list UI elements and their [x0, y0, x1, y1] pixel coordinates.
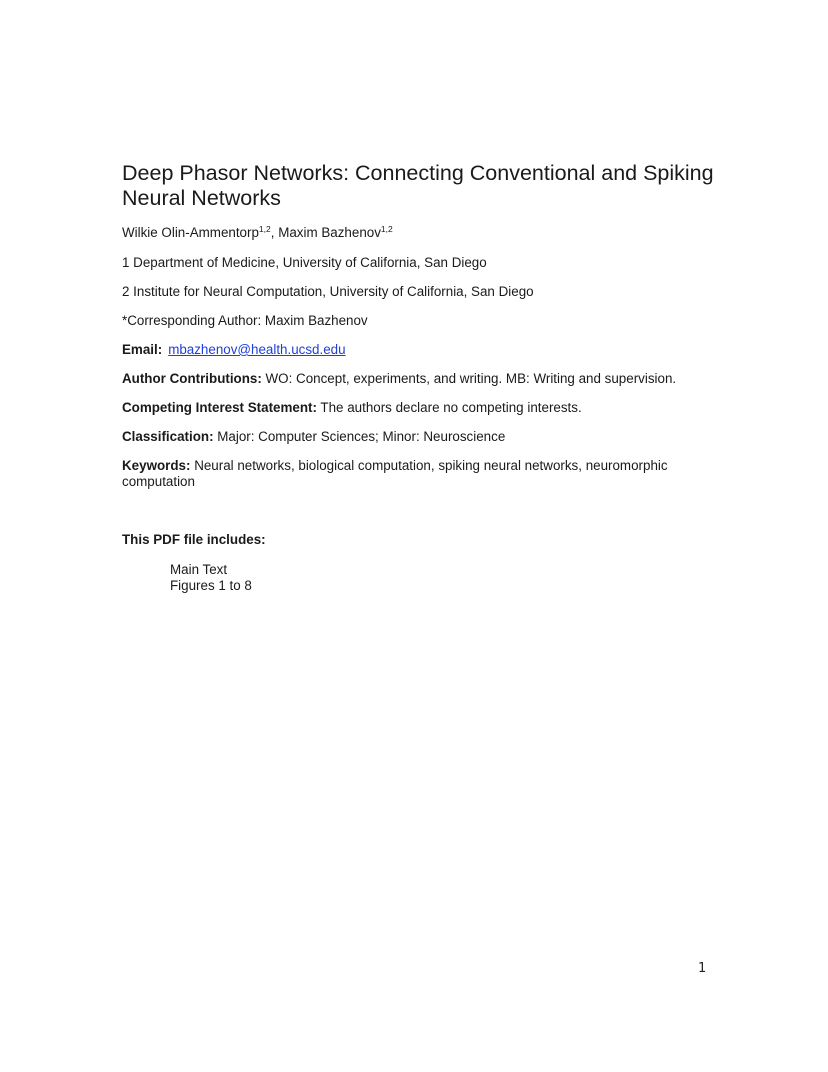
competing-interest-text: The authors declare no competing interests.: [316, 400, 582, 415]
email-link[interactable]: mbazhenov@health.ucsd.edu: [168, 342, 346, 357]
author-contributions-label: Author Contributions:: [122, 371, 262, 386]
author-name: Wilkie Olin-Ammentorp: [122, 225, 259, 240]
list-item: Main Text: [170, 562, 228, 577]
author-list: [122, 225, 393, 241]
keywords: [122, 458, 702, 490]
keywords-text: Neural networks, biological computation, spiking neural networks, neuromorphic computation: [122, 458, 668, 489]
affiliation-1: 1 Department of Medicine, University of California, San Diego: [122, 255, 487, 270]
includes-heading: [122, 532, 266, 548]
competing-interest-statement: [122, 400, 582, 416]
email-line: [122, 342, 346, 358]
author-separator: ,: [270, 225, 279, 240]
list-item: Figures 1 to 8: [170, 578, 252, 593]
page-number: 1: [698, 961, 707, 976]
includes-list: [170, 562, 252, 594]
author-name: Maxim Bazhenov: [278, 225, 381, 240]
keywords-label: Keywords:: [122, 458, 191, 473]
author-affiliation-mark: 1,2: [258, 224, 271, 234]
corresponding-author: *Corresponding Author: Maxim Bazhenov: [122, 313, 368, 328]
author-affiliation-mark: 1,2: [380, 224, 393, 234]
email-label: Email:: [122, 342, 163, 357]
includes-label: This PDF file includes:: [122, 532, 266, 547]
classification-text: Major: Computer Sciences; Minor: Neuroscience: [213, 429, 506, 444]
classification: [122, 429, 505, 445]
competing-interest-label: Competing Interest Statement:: [122, 400, 317, 415]
classification-label: Classification:: [122, 429, 214, 444]
affiliation-2: 2 Institute for Neural Computation, University of California, San Diego: [122, 284, 534, 299]
author-contributions-text: WO: Concept, experiments, and writing. MB: Writing and supervision.: [261, 371, 677, 386]
paper-title: Deep Phasor Networks: Connecting Conventional and Spiking Neural Networks: [122, 161, 714, 210]
author-contributions: [122, 371, 676, 387]
